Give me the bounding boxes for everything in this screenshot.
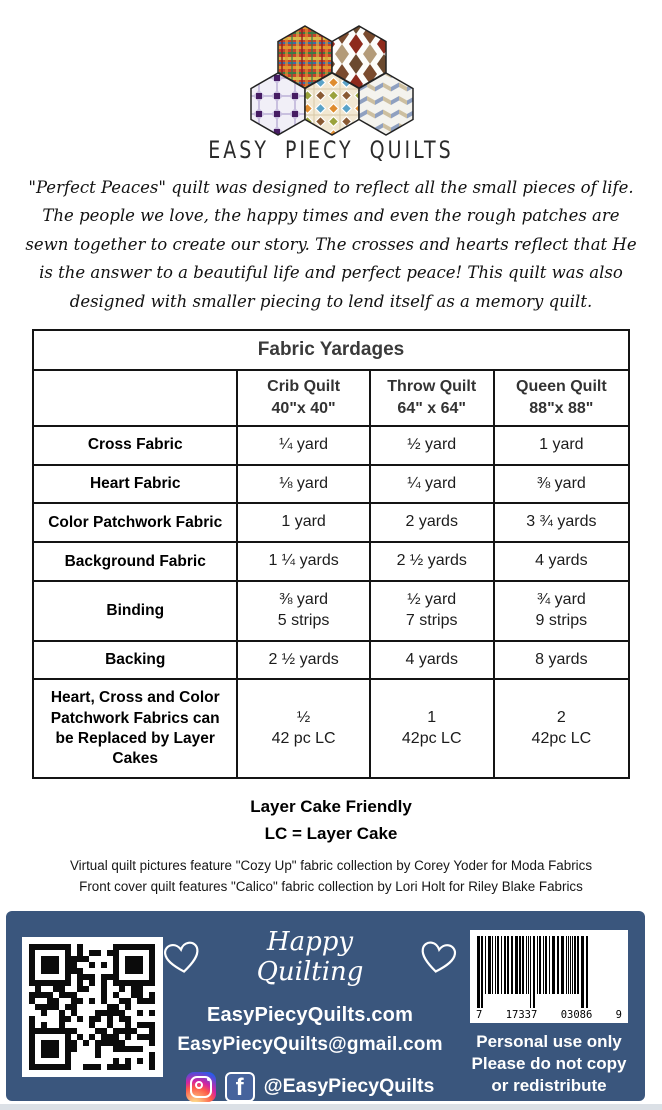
column-header-line: Crib Quilt xyxy=(267,378,341,396)
footer-center xyxy=(163,925,457,1102)
yardage-cell: ½ 42 pc LC xyxy=(237,679,369,778)
barcode-digit: 17337 xyxy=(505,1008,538,1021)
yardage-cell: 8 yards xyxy=(494,641,629,680)
fabric-yardages-table xyxy=(32,329,630,779)
logo-hexagons-image xyxy=(223,24,439,140)
yardage-cell: 1 yard xyxy=(237,503,369,542)
column-header-line: 40"x 40" xyxy=(271,399,336,417)
social-row xyxy=(163,1072,457,1102)
disclaimer-line: Personal use only xyxy=(476,1031,622,1051)
yardage-cell: 2 ½ yards xyxy=(237,641,369,680)
column-header-line: Throw Quilt xyxy=(387,378,477,396)
fabric-credits xyxy=(0,856,662,898)
heart-icon xyxy=(417,937,460,977)
yardage-cell: ½ yard 7 strips xyxy=(370,581,494,641)
row-label: Heart Fabric xyxy=(33,465,237,504)
yardage-cell: 1 ¼ yards xyxy=(237,542,369,581)
row-label: Backing xyxy=(33,641,237,680)
yardage-cell: 1 yard xyxy=(494,426,629,465)
yardage-cell: 4 yards xyxy=(370,641,494,680)
row-label: Cross Fabric xyxy=(33,426,237,465)
yardage-cell: 2 42pc LC xyxy=(494,679,629,778)
qr-code-grid xyxy=(29,944,156,1070)
copyright-disclaimer xyxy=(465,1031,633,1097)
brand-logo xyxy=(0,0,662,165)
yardage-cell: 1 42pc LC xyxy=(370,679,494,778)
heart-icon xyxy=(161,937,203,976)
yardage-cell: 3 ¾ yards xyxy=(494,503,629,542)
instagram-lens xyxy=(195,1081,203,1089)
barcode-digit: 9 xyxy=(615,1008,622,1021)
credit-line: Front cover quilt features "Calico" fabric collection by Lori Holt for Riley Blake Fabrics xyxy=(79,879,583,895)
table-header-row xyxy=(33,370,629,426)
yardage-cell: ¾ yard 9 strips xyxy=(494,581,629,641)
barcode-digit: 7 xyxy=(476,1008,483,1021)
yardage-cell: ¼ yard xyxy=(370,465,494,504)
table-row xyxy=(33,465,629,504)
note-line: LC = Layer Cake xyxy=(264,824,398,844)
column-header-crib xyxy=(237,370,369,426)
column-header-throw xyxy=(370,370,494,426)
table-row xyxy=(33,542,629,581)
yardage-cell: ½ yard xyxy=(370,426,494,465)
column-header-line: 88"x 88" xyxy=(529,399,594,417)
yardage-cell: ⅛ yard xyxy=(237,465,369,504)
facebook-icon[interactable]: f xyxy=(225,1072,255,1102)
yardage-cell: ¼ yard xyxy=(237,426,369,465)
table-row xyxy=(33,581,629,641)
note-line: Layer Cake Friendly xyxy=(250,797,412,817)
barcode-bars xyxy=(477,936,621,1012)
intro-paragraph: "Perfect Peaces" quilt was designed to reflect all the small pieces of life. The people we love, the happy times and even the rough patches are sewn together to create our story. The crosses and hearts reflect that He is the answer to a beautiful life and perfect peace! This quilt was also designed with smaller piecing to lend itself as a memory quilt. xyxy=(25,178,637,311)
column-header-line: 64" x 64" xyxy=(397,399,466,417)
corner-cell xyxy=(33,370,237,426)
disclaimer-line: or redistribute xyxy=(491,1076,607,1096)
instagram-icon[interactable] xyxy=(186,1072,216,1102)
footer xyxy=(6,911,645,1101)
row-label: Background Fabric xyxy=(33,542,237,581)
barcode-digit: 03086 xyxy=(560,1008,593,1021)
footer-right xyxy=(465,925,633,1097)
row-label: Color Patchwork Fabric xyxy=(33,503,237,542)
page-bottom-edge xyxy=(0,1104,662,1110)
email-link[interactable]: EasyPiecyQuilts@gmail.com xyxy=(177,1033,443,1055)
row-label: Binding xyxy=(33,581,237,641)
table-row xyxy=(33,426,629,465)
qr-code xyxy=(22,937,163,1077)
column-header-line: Queen Quilt xyxy=(516,378,607,396)
table-title-row xyxy=(33,330,629,370)
table-title: Fabric Yardages xyxy=(33,330,629,370)
yardage-cell: 2 ½ yards xyxy=(370,542,494,581)
column-header-queen xyxy=(494,370,629,426)
website-link[interactable]: EasyPiecyQuilts.com xyxy=(206,1003,414,1026)
disclaimer-line: Please do not copy xyxy=(471,1054,627,1074)
credit-line: Virtual quilt pictures feature "Cozy Up" fabric collection by Corey Yoder for Moda Fabrics xyxy=(69,858,593,874)
yardage-cell: 4 yards xyxy=(494,542,629,581)
brand-name: EASY PIECY QUILTS xyxy=(208,136,454,165)
tagline xyxy=(163,927,457,987)
upc-barcode xyxy=(470,930,628,1023)
social-handle: @EasyPiecyQuilts xyxy=(263,1075,435,1098)
table-row xyxy=(33,641,629,680)
layer-cake-notes xyxy=(0,793,662,847)
yardage-cell: ⅜ yard 5 strips xyxy=(237,581,369,641)
tagline-text: Happy Quilting xyxy=(256,926,364,987)
row-label: Heart, Cross and Color Patchwork Fabrics can be Replaced by Layer Cakes xyxy=(33,679,237,778)
barcode-digits xyxy=(476,1009,622,1021)
table-row xyxy=(33,679,629,778)
yardage-cell: ⅜ yard xyxy=(494,465,629,504)
table-row xyxy=(33,503,629,542)
yardage-cell: 2 yards xyxy=(370,503,494,542)
